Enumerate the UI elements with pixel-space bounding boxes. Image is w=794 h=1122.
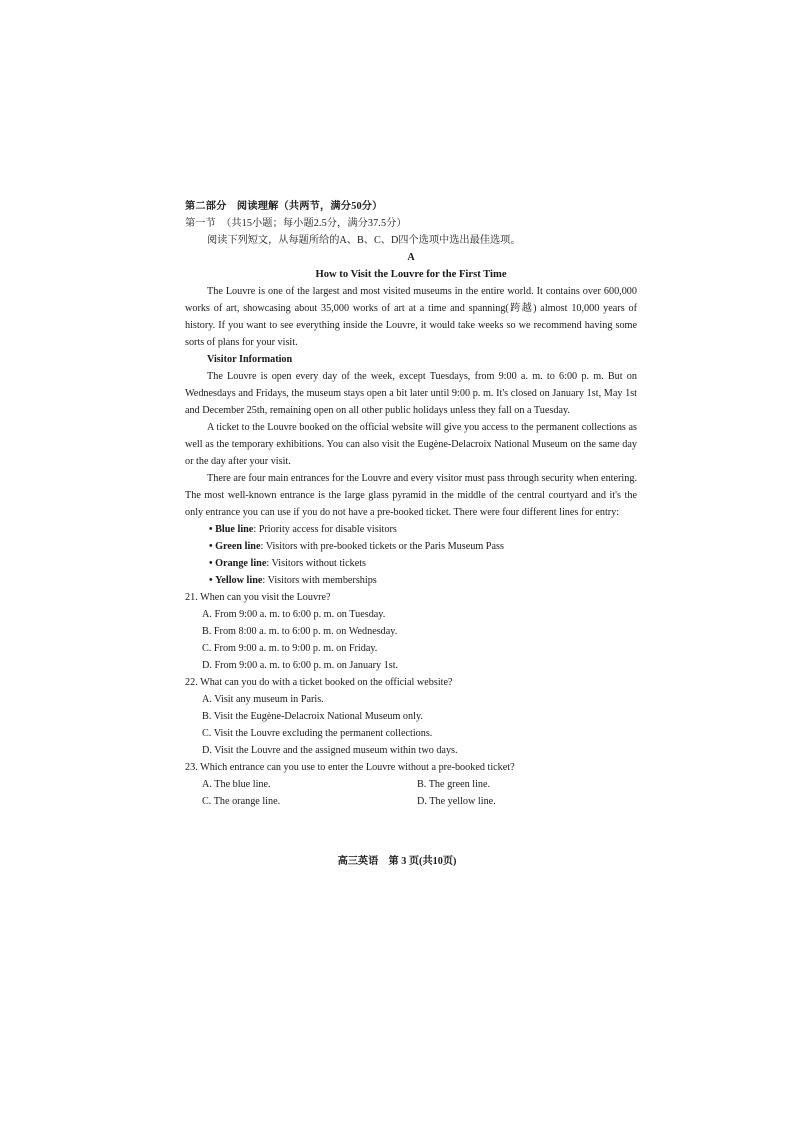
passage-paragraph-ticket: A ticket to the Louvre booked on the official website will give you access to the permanent collections as well as the temporary exhibitions. You can also visit the Eugène-Delacroix National Museum on the same day or the day after your visit. — [185, 422, 637, 467]
passage-title: How to Visit the Louvre for the First Time — [315, 269, 507, 280]
entry-line-item: • Orange line: Visitors without tickets — [209, 558, 367, 569]
bullet-icon: • — [209, 524, 213, 535]
passage-paragraph-hours: The Louvre is open every day of the week, except Tuesdays, from 9:00 a. m. to 6:00 p. m. But on Wednesdays and Fridays, the museum stays open a bit later until 9:00 p. m. It's closed on January 1st, May 1st and December 25th, remaining open on all other public holidays unless they fall on a Tuesday. — [185, 371, 637, 416]
entry-line-name: Green line — [215, 541, 261, 552]
entry-line-desc: Priority access for disable visitors — [258, 524, 397, 535]
instruction-text: 阅读下列短文，从每题所给的A、B、C、D四个选项中选出最佳选项。 — [207, 235, 521, 246]
visitor-info-heading: Visitor Information — [207, 354, 293, 365]
question-22-stem: 22. What can you do with a ticket booked on the official website? — [185, 677, 453, 688]
bullet-icon: • — [209, 558, 213, 569]
question-21-option-a[interactable]: A. From 9:00 a. m. to 6:00 p. m. on Tuesday. — [202, 609, 386, 620]
bullet-icon: • — [209, 575, 213, 586]
question-23-option-d[interactable]: D. The yellow line. — [417, 796, 496, 807]
passage-intro: The Louvre is one of the largest and most visited museums in the entire world. It contains over 600,000 works of art, showcasing about 35,000 works of art at a time and spanning(跨越) almost 10,000 years of history. If you want to see everything inside the Louvre, it would take weeks so we recommend having some sorts of plans for your visit. — [185, 286, 637, 348]
entry-line-desc: Visitors with memberships — [267, 575, 377, 586]
question-21-stem: 21. When can you visit the Louvre? — [185, 592, 331, 603]
question-23-option-a[interactable]: A. The blue line. — [202, 779, 271, 790]
question-22-option-d[interactable]: D. Visit the Louvre and the assigned museum within two days. — [202, 745, 458, 756]
question-23-stem: 23. Which entrance can you use to enter the Louvre without a pre-booked ticket? — [185, 762, 515, 773]
entry-line-desc: Visitors without tickets — [271, 558, 367, 569]
question-22-option-c[interactable]: C. Visit the Louvre excluding the permanent collections. — [202, 728, 433, 739]
entry-line-name: Orange line — [215, 558, 267, 569]
question-23-option-c[interactable]: C. The orange line. — [202, 796, 281, 807]
question-23-options-row-2 — [185, 793, 637, 810]
question-23-options-row-1 — [185, 776, 637, 793]
entry-line-desc: Visitors with pre-booked tickets or the Paris Museum Pass — [265, 541, 504, 552]
question-21-option-d[interactable]: D. From 9:00 a. m. to 6:00 p. m. on January 1st. — [202, 660, 399, 671]
question-22-option-b[interactable]: B. Visit the Eugène-Delacroix National Museum only. — [202, 711, 423, 722]
bullet-icon: • — [209, 541, 213, 552]
question-23-option-b[interactable]: B. The green line. — [417, 779, 491, 790]
exam-page — [185, 198, 637, 810]
page-footer: 高三英语 第 3 页(共10页) — [337, 856, 457, 867]
entry-line-name: Yellow line — [215, 575, 263, 586]
entry-line-item: • Green line: Visitors with pre-booked tickets or the Paris Museum Pass — [209, 541, 504, 552]
entry-line-item: • Blue line: Priority access for disable visitors — [209, 524, 397, 535]
passage-paragraph-entrances: There are four main entrances for the Louvre and every visitor must pass through security when entering. The most well-known entrance is the large glass pyramid in the middle of the central courtyard and it's the only entrance you can use if you do not have a pre-booked ticket. There were four different lines for entry: — [185, 473, 637, 518]
entry-lines-list — [185, 521, 637, 589]
entry-line-item: • Yellow line: Visitors with memberships — [209, 575, 377, 586]
question-21-option-b[interactable]: B. From 8:00 a. m. to 6:00 p. m. on Wednesday. — [202, 626, 398, 637]
question-21-option-c[interactable]: C. From 9:00 a. m. to 9:00 p. m. on Friday. — [202, 643, 378, 654]
part-heading: 第二部分 阅读理解（共两节，满分50分） — [185, 201, 383, 212]
entry-line-name: Blue line — [215, 524, 254, 535]
passage-letter: A — [407, 252, 415, 263]
question-22-option-a[interactable]: A. Visit any museum in Paris. — [202, 694, 324, 705]
section-heading: 第一节 （共15小题；每小题2.5分，满分37.5分） — [185, 218, 407, 229]
